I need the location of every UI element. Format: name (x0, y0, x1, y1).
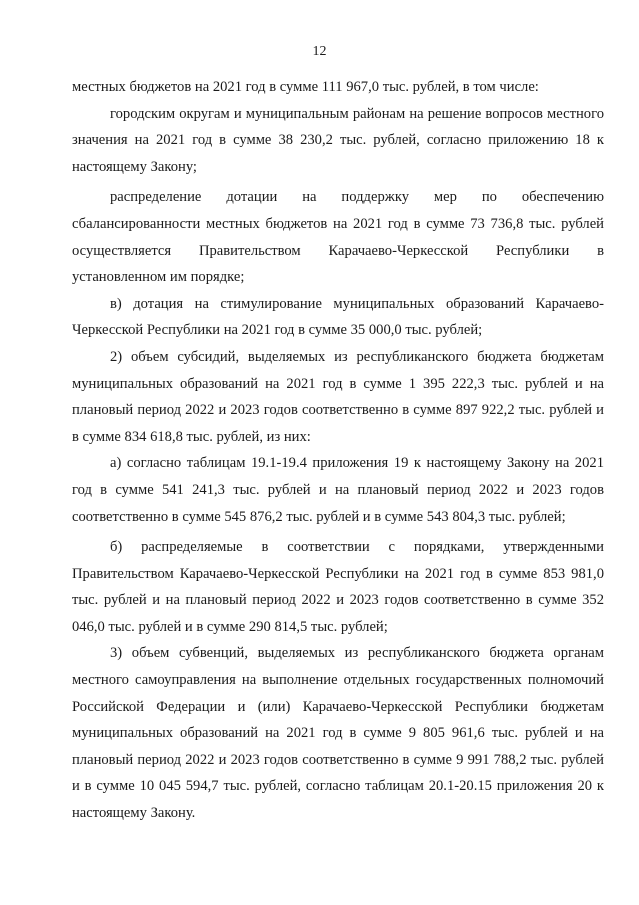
paragraph: а) согласно таблицам 19.1-19.4 приложения 19 к настоящему Закону на 2021 год в сумме 541 241,3 тыс. рублей и на плановый период 2022 и 2023 годов соответственно в сумме 545 876,2 тыс. рублей и в сумме 543 804,3 тыс. рублей; (72, 455, 604, 525)
page-number: 12 (312, 44, 327, 59)
paragraph: в) дотация на стимулирование муниципальных образований Карачаево-Черкесской Республики на 2021 год в сумме 35 000,0 тыс. рублей; (72, 295, 604, 339)
paragraph: городским округам и муниципальным районам на решение вопросов местного значения на 2021 год в сумме 38 230,2 тыс. рублей, согласно приложению 18 к настоящему Закону; (72, 105, 604, 175)
document-body (72, 74, 604, 827)
paragraph: распределение дотации на поддержку мер по обеспечению сбалансированности местных бюджетов на 2021 год в сумме 73 736,8 тыс. рублей осуществляется Правительством Карачаево-Черкесской Республики в установленном им порядке; (72, 189, 604, 286)
paragraph: 2) объем субсидий, выделяемых из республиканского бюджета бюджетам муниципальных образований на 2021 год в сумме 1 395 222,3 тыс. рублей и на плановый период 2022 и 2023 годов соответственно в сумме 897 922,2 тыс. рублей и в сумме 834 618,8 тыс. рублей, из них: (72, 348, 604, 445)
paragraph: б) распределяемые в соответствии с порядками, утвержденными Правительством Карачаево-Черкесской Республики на 2021 год в сумме 853 981,0 тыс. рублей и на плановый период 2022 и 2023 годов соответственно в сумме 352 046,0 тыс. рублей и в сумме 290 814,5 тыс. рублей; (72, 539, 604, 635)
paragraph-continuation: местных бюджетов на 2021 год в сумме 111 967,0 тыс. рублей, в том числе: (72, 79, 539, 95)
paragraph: 3) объем субвенций, выделяемых из республиканского бюджета органам местного самоуправления на выполнение отдельных государственных полномочий Российской Федерации и (или) Карачаево-Черкесской Республики бюджетам муниципальных образований на 2021 год в сумме 9 805 961,6 тыс. рублей и на плановый период 2022 и 2023 годов соответственно в сумме 9 991 788,2 тыс. рублей и в сумме 10 045 594,7 тыс. рублей, согласно таблицам 20.1-20.15 приложения 20 к настоящему Закону. (72, 645, 604, 822)
